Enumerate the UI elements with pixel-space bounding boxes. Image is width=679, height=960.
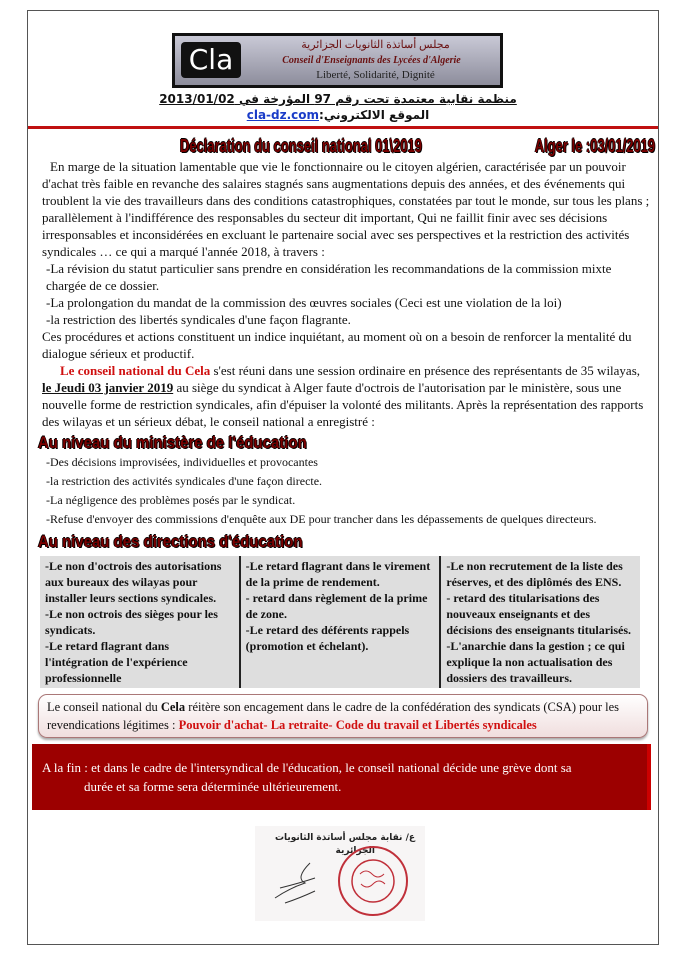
- logo-arabic-name: مجلس أساتذة الثانويات الجزائرية: [301, 39, 450, 51]
- table-item: -Le retard flagrant dans l'intégration de l'expérience professionnelle: [45, 639, 188, 685]
- table-item: - retard des titularisations des nouveaux enseignants et des décisions des enseignants titularisés.: [446, 591, 632, 637]
- svg-text:ع/ نقابة مجلس أساتذة الثانويات: ع/ نقابة مجلس أساتذة الثانويات: [274, 833, 415, 843]
- point-3: -la restriction des libertés syndicales d'une façon flagrante.: [46, 312, 351, 327]
- council-highlight: Le conseil national du Cela: [60, 363, 211, 378]
- directions-heading: Au niveau des directions d'éducation: [38, 532, 303, 551]
- commitment-text-2: réitère son encagement dans le cadre de la confédération des syndicats (CSA) pour les revendications légitimes :: [47, 700, 620, 732]
- table-item: -Le non octrois des sièges pour les syndicats.: [45, 607, 218, 637]
- commitment-box: [38, 694, 648, 738]
- table-column: [40, 556, 239, 688]
- conclusion-box: [32, 744, 647, 810]
- logo-motto: Liberté, Solidarité, Dignité: [316, 69, 435, 81]
- declaration-date: Alger le :03/01/2019: [534, 136, 655, 156]
- registration-line: منظمة نقابية معتمدة تحت رقم 97 المؤرخة في 2013/01/02: [159, 92, 517, 106]
- stamp-icon: [255, 826, 425, 921]
- cela-name: Cela: [160, 700, 186, 714]
- ministry-heading: Au niveau du ministère de l'éducation: [38, 433, 307, 452]
- point-1: -La révision du statut particulier sans prendre en considération les recommandations de la commission mixte chargée de ce dossier.: [46, 261, 612, 293]
- cla-logo-banner: [172, 33, 503, 88]
- meeting-text-2: au siège du syndicat à Alger faute d'octrois de l'autorisation par le ministère, sous une nouvelle forme de restriction syndicales, afin d'épuiser la volonté des militants. Après la représentation des rapports des wilayas et un sérieux débat, le conseil national a enregistré :: [42, 380, 644, 429]
- declaration-title: Déclaration du conseil national 01\2019: [180, 136, 423, 156]
- website-label: الموقع الالكتروني:: [319, 108, 430, 122]
- document-body: [38, 158, 650, 921]
- demands-list: Pouvoir d'achat- La retraite- Code du travail et Libertés syndicales: [178, 718, 537, 732]
- commitment-text: Le conseil national du: [47, 700, 161, 714]
- table-item: -Le retard flagrant dans le virement de la prime de rendement.: [245, 559, 431, 589]
- table-item: -Le retard des déférents rappels (promotion et échelant).: [245, 623, 410, 653]
- website-line: [150, 108, 526, 123]
- table-item: -Le non d'octrois des autorisations aux bureaux des wilayas pour installer leurs sections syndicales.: [45, 559, 222, 605]
- meeting-text: s'est réuni dans une session ordinaire en présence des représentants de 35 wilayas,: [210, 363, 641, 378]
- directions-table: [40, 556, 640, 688]
- logo-french-name: Conseil d'Enseignants des Lycées d'Algerie: [282, 55, 461, 66]
- table-item: -L'anarchie dans la gestion ; ce qui explique la non actualisation des dossiers des travailleurs.: [446, 639, 625, 685]
- table-column: [439, 556, 640, 688]
- ministry-list: [38, 453, 650, 529]
- conclusion-line-2: durée et sa forme sera déterminée ultérieurement.: [84, 779, 342, 794]
- table-item: -Le non recrutement de la liste des réserves, et des diplômés des ENS.: [446, 559, 623, 589]
- meeting-date: le Jeudi 03 janvier 2019: [42, 380, 174, 395]
- website-link[interactable]: cla-dz.com: [246, 108, 320, 122]
- intro-paragraph: En marge de la situation lamentable que vie le fonctionnaire ou le citoyen algérien, caractérisée par un pouvoir d'achat très faible en revanche des salaires stagnés sans augmentations depuis des années, et des événements qui troublent la vie des travailleurs dans des conditions catastrophiques, constatées par tout le monde, sur tous les plans ; parallèlement à l'indifférence des responsables du secteur dit important, Qui ne faillit finir avec ses décisions irresponsables et inconsidérées en excluant le partenaire social avec ses perspectives et la restriction des activités syndicales … ce qui a marqué l'année 2018, à travers :: [42, 159, 650, 259]
- svg-text:الجزائرية: الجزائرية: [335, 846, 375, 856]
- list-item: -Des décisions improvisées, individuelles et provocantes: [46, 455, 318, 469]
- point-2: -La prolongation du mandat de la commission des œuvres sociales (Ceci est une violation de la loi): [46, 295, 562, 310]
- logo-mark: Cla: [181, 42, 241, 78]
- header-divider: [28, 126, 658, 129]
- body-text: [38, 158, 650, 430]
- conclusion-line-1: A la fin : et dans le cadre de l'intersyndical de l'éducation, le conseil national décide une grève dont sa: [42, 760, 572, 775]
- list-item: -la restriction des activités syndicales d'une façon directe.: [46, 474, 323, 488]
- meeting-paragraph: [42, 362, 650, 430]
- signature-stamp: [255, 826, 425, 921]
- concern-paragraph: Ces procédures et actions constituent un indice inquiétant, au moment où on a besoin de renforcer la mentalité du dialogue sérieux et productif.: [42, 329, 632, 361]
- table-item: - retard dans règlement de la prime de zone.: [245, 591, 428, 621]
- table-column: [239, 556, 440, 688]
- list-item: -La négligence des problèmes posés par le syndicat.: [46, 493, 296, 507]
- list-item: -Refuse d'envoyer des commissions d'enquête aux DE pour trancher dans les dépassements de quelques directeurs.: [46, 512, 597, 526]
